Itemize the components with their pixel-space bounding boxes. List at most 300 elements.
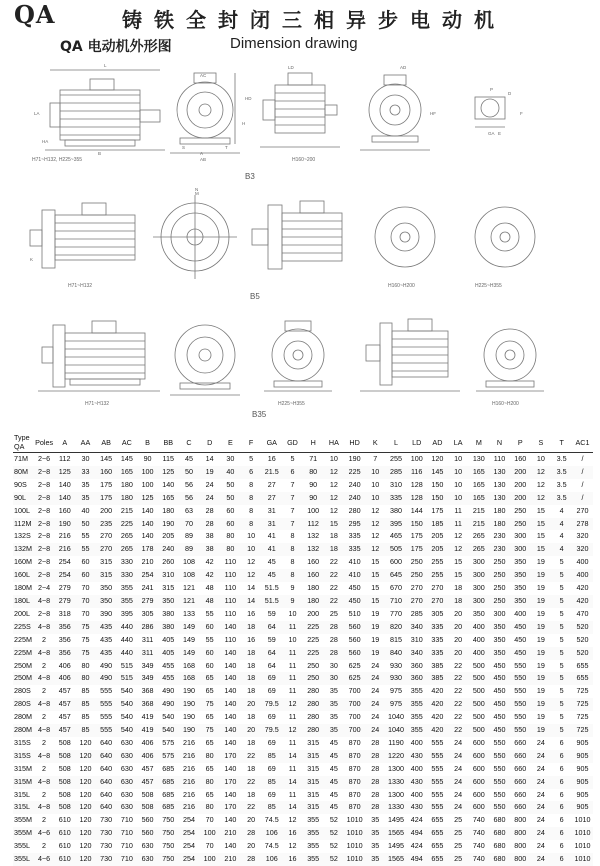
table-cell: 655	[427, 814, 448, 827]
table-cell: 730	[96, 840, 117, 853]
table-cell: 28	[365, 763, 386, 776]
table-cell: 2	[34, 685, 55, 698]
column-header: S	[531, 432, 552, 453]
table-cell: 200	[510, 479, 531, 492]
table-cell: 355	[406, 698, 427, 711]
table-cell: 270	[96, 543, 117, 556]
table-cell: 12	[531, 466, 552, 479]
table-cell: 180	[489, 518, 510, 531]
table-row	[13, 621, 593, 634]
table-cell: 15	[324, 518, 345, 531]
table-cell: 216	[54, 530, 75, 543]
table-cell: 240	[344, 479, 365, 492]
table-cell: 8	[241, 492, 262, 505]
table-cell: 730	[96, 827, 117, 840]
table-cell: 280M	[13, 724, 34, 737]
table-cell: 16	[241, 634, 262, 647]
table-cell: 508	[54, 789, 75, 802]
dimension-label: K	[30, 257, 33, 262]
table-cell: 60	[75, 556, 96, 569]
table-cell: 28	[365, 750, 386, 763]
table-cell: 60	[199, 647, 220, 660]
table-cell: 350	[96, 582, 117, 595]
table-cell: 45	[261, 569, 282, 582]
table-cell: 11	[448, 505, 469, 518]
table-cell: 4~8	[34, 776, 55, 789]
table-cell: 22	[448, 711, 469, 724]
table-cell: 625	[344, 660, 365, 673]
table-cell: 120	[75, 789, 96, 802]
table-cell: 19	[531, 608, 552, 621]
table-cell: 560	[344, 647, 365, 660]
table-cell: 555	[427, 763, 448, 776]
table-cell: 315	[303, 763, 324, 776]
table-cell: 6	[551, 853, 572, 866]
table-cell: 1495	[386, 814, 407, 827]
table-cell: 630	[137, 840, 158, 853]
table-cell: 655	[572, 672, 593, 685]
table-cell: 279	[54, 582, 75, 595]
table-cell: 20	[241, 724, 262, 737]
table-cell: /	[572, 492, 593, 505]
table-cell: 215	[468, 505, 489, 518]
table-cell: 640	[96, 737, 117, 750]
table-cell: 356	[54, 647, 75, 660]
table-cell: 8	[241, 505, 262, 518]
table-cell: 7	[282, 518, 303, 531]
table-cell: 120	[75, 763, 96, 776]
table-row	[13, 660, 593, 673]
table-cell: 265	[468, 530, 489, 543]
table-cell: 85	[75, 711, 96, 724]
table-cell: 85	[261, 801, 282, 814]
table-cell: 385	[427, 660, 448, 673]
table-cell: 457	[54, 685, 75, 698]
table-cell: 405	[158, 634, 179, 647]
table-cell: 350	[468, 608, 489, 621]
table-cell: 6	[551, 814, 572, 827]
table-cell: 4~8	[34, 647, 55, 660]
table-cell: 140	[220, 621, 241, 634]
table-cell: 80	[75, 672, 96, 685]
table-cell: 740	[468, 827, 489, 840]
table-cell: 6	[282, 466, 303, 479]
table-cell: 80	[199, 750, 220, 763]
table-cell: 90S	[13, 479, 34, 492]
table-cell: 120	[75, 801, 96, 814]
column-header: HA	[324, 432, 345, 453]
table-cell: 55	[199, 608, 220, 621]
table-cell: 22	[324, 582, 345, 595]
table-cell: 840	[386, 647, 407, 660]
table-cell: 550	[510, 698, 531, 711]
table-cell: 320	[572, 530, 593, 543]
table-cell: 670	[386, 582, 407, 595]
table-cell: 140	[54, 479, 75, 492]
table-cell: 660	[510, 763, 531, 776]
table-cell: 60	[220, 505, 241, 518]
table-cell: 700	[344, 685, 365, 698]
table-cell: 4~6	[34, 827, 55, 840]
table-cell: 730	[96, 814, 117, 827]
table-cell: 20	[241, 814, 262, 827]
table-cell: 230	[489, 543, 510, 556]
table-cell: 540	[158, 724, 179, 737]
table-cell: 515	[117, 660, 138, 673]
table-cell: 680	[489, 840, 510, 853]
table-cell: 340	[406, 621, 427, 634]
table-cell: 11	[282, 737, 303, 750]
table-cell: 160	[510, 453, 531, 466]
table-cell: 30	[75, 453, 96, 466]
table-cell: 30	[220, 453, 241, 466]
table-cell: 610	[54, 853, 75, 866]
table-cell: 35	[75, 479, 96, 492]
table-cell: 4	[551, 518, 572, 531]
table-cell: 38	[199, 543, 220, 556]
table-cell: 45	[324, 789, 345, 802]
table-cell: 55	[75, 543, 96, 556]
table-cell: 7	[282, 505, 303, 518]
table-cell: 5	[551, 634, 572, 647]
table-cell: 1330	[386, 801, 407, 814]
table-cell: 28	[241, 827, 262, 840]
table-cell: 24	[199, 492, 220, 505]
table-cell: 610	[54, 840, 75, 853]
table-cell: 250	[303, 672, 324, 685]
table-cell: 175	[406, 543, 427, 556]
table-cell: 56	[179, 479, 200, 492]
table-cell: 540	[117, 724, 138, 737]
table-cell: 300	[468, 556, 489, 569]
table-cell: 120	[75, 840, 96, 853]
table-cell: 115	[158, 453, 179, 466]
table-cell: 550	[489, 763, 510, 776]
table-cell: 870	[344, 789, 365, 802]
table-cell: 255	[386, 453, 407, 466]
table-cell: 35	[365, 840, 386, 853]
table-cell: 25	[448, 853, 469, 866]
table-cell: 200L	[13, 608, 34, 621]
table-cell: 500	[468, 711, 489, 724]
b35-end-view-3	[476, 329, 544, 391]
table-cell: 64	[261, 647, 282, 660]
dimension-label: LD	[288, 65, 295, 70]
table-cell: 225S	[13, 621, 34, 634]
table-cell: 216	[179, 750, 200, 763]
table-cell: 279	[54, 595, 75, 608]
table-cell: 112	[303, 518, 324, 531]
table-cell: 140	[220, 685, 241, 698]
table-row	[13, 750, 593, 763]
table-cell: 14	[199, 453, 220, 466]
table-cell: 20	[448, 647, 469, 660]
table-cell: 110	[220, 634, 241, 647]
table-cell: 20	[241, 840, 262, 853]
table-cell: 368	[137, 685, 158, 698]
table-cell: 24	[531, 763, 552, 776]
table-cell: 255	[427, 569, 448, 582]
table-cell: 2	[34, 660, 55, 673]
b35-end-view	[170, 325, 240, 395]
table-cell: 630	[117, 763, 138, 776]
table-cell: 170	[220, 776, 241, 789]
table-row	[13, 827, 593, 840]
table-cell: 165	[468, 479, 489, 492]
table-cell: 4	[551, 505, 572, 518]
table-cell: 11	[282, 685, 303, 698]
table-cell: 51.5	[261, 582, 282, 595]
table-cell: 730	[96, 853, 117, 866]
table-cell: 280	[344, 505, 365, 518]
b3-side-view	[45, 70, 165, 150]
table-cell: 318	[54, 608, 75, 621]
b35-note-right: H160~H200	[492, 401, 519, 407]
table-cell: 515	[117, 672, 138, 685]
table-cell: 450	[344, 582, 365, 595]
table-cell: 100	[199, 853, 220, 866]
dimension-label: AD	[400, 65, 407, 70]
table-cell: 300	[510, 530, 531, 543]
table-cell: 90L	[13, 492, 34, 505]
table-cell: 42	[199, 569, 220, 582]
table-cell: 9	[282, 595, 303, 608]
table-cell: 15	[365, 569, 386, 582]
table-cell: 311	[137, 647, 158, 660]
table-cell: 60	[220, 518, 241, 531]
table-cell: 710	[117, 840, 138, 853]
dimension-label: B	[98, 151, 101, 156]
table-cell: 165	[468, 466, 489, 479]
table-cell: 51.5	[261, 595, 282, 608]
table-cell: 5	[551, 660, 572, 673]
table-cell: 315	[303, 750, 324, 763]
table-cell: 315	[303, 776, 324, 789]
table-cell: 90	[303, 479, 324, 492]
table-cell: 140	[220, 763, 241, 776]
column-header: AC1	[572, 432, 593, 453]
table-cell: 15	[531, 543, 552, 556]
table-cell: 215	[468, 518, 489, 531]
table-cell: 140	[158, 479, 179, 492]
table-cell: 575	[158, 750, 179, 763]
table-cell: 128	[406, 492, 427, 505]
table-cell: 20	[241, 698, 262, 711]
table-cell: 18	[241, 763, 262, 776]
table-cell: 310	[158, 569, 179, 582]
table-cell: 508	[54, 750, 75, 763]
table-cell: 10	[282, 634, 303, 647]
table-cell: 350	[510, 556, 531, 569]
table-cell: 335	[427, 634, 448, 647]
table-cell: 12	[448, 543, 469, 556]
column-header: T	[551, 432, 572, 453]
table-cell: 65	[199, 685, 220, 698]
table-cell: 15	[365, 556, 386, 569]
table-cell: 5	[241, 453, 262, 466]
table-cell: 14	[241, 595, 262, 608]
table-cell: 24	[365, 672, 386, 685]
table-cell: 660	[510, 801, 531, 814]
table-cell: 28	[324, 634, 345, 647]
table-cell: 19	[531, 698, 552, 711]
table-cell: 250	[303, 660, 324, 673]
table-cell: 270	[406, 582, 427, 595]
column-header: D	[199, 432, 220, 453]
table-cell: 19	[531, 672, 552, 685]
table-cell: 22	[324, 556, 345, 569]
table-cell: 190	[158, 518, 179, 531]
table-cell: 254	[54, 556, 75, 569]
table-cell: 508	[54, 737, 75, 750]
table-cell: 185	[427, 518, 448, 531]
table-cell: 18	[324, 530, 345, 543]
table-cell: 3.5	[551, 492, 572, 505]
b3-end-view	[170, 73, 240, 153]
table-cell: 700	[344, 724, 365, 737]
table-cell: 80M	[13, 466, 34, 479]
table-cell: 235	[96, 518, 117, 531]
table-cell: 69	[261, 685, 282, 698]
table-cell: 71	[303, 453, 324, 466]
table-cell: 355	[303, 814, 324, 827]
table-cell: 121	[179, 595, 200, 608]
table-cell: 550	[489, 776, 510, 789]
table-cell: 15	[531, 518, 552, 531]
table-cell: 450	[489, 660, 510, 673]
table-cell: 19	[531, 634, 552, 647]
table-cell: 265	[117, 530, 138, 543]
table-cell: 8	[282, 530, 303, 543]
table-cell: 120	[75, 776, 96, 789]
table-cell: 630	[137, 853, 158, 866]
table-cell: 125	[137, 492, 158, 505]
table-cell: 300	[468, 569, 489, 582]
table-cell: 112	[54, 453, 75, 466]
table-cell: 725	[572, 711, 593, 724]
table-row	[13, 582, 593, 595]
table-cell: 80	[303, 466, 324, 479]
table-cell: 22	[241, 801, 262, 814]
table-cell: 1010	[572, 814, 593, 827]
table-cell: 2~8	[34, 518, 55, 531]
table-cell: 85	[75, 685, 96, 698]
table-cell: 41	[261, 530, 282, 543]
table-cell: 625	[344, 672, 365, 685]
table-cell: 10	[365, 466, 386, 479]
table-row	[13, 634, 593, 647]
table-cell: 800	[510, 840, 531, 853]
table-cell: 420	[427, 711, 448, 724]
b5-note-mid: H160~H200	[388, 283, 415, 289]
table-cell: 355	[117, 582, 138, 595]
table-cell: 870	[344, 737, 365, 750]
table-cell: 79.5	[261, 724, 282, 737]
table-cell: 300	[468, 595, 489, 608]
table-cell: 315L	[13, 789, 34, 802]
table-cell: 190	[179, 711, 200, 724]
table-cell: 360	[406, 672, 427, 685]
table-cell: 457	[54, 711, 75, 724]
table-cell: 225	[117, 518, 138, 531]
table-cell: /	[572, 466, 593, 479]
table-cell: 255	[427, 556, 448, 569]
table-cell: 385	[427, 672, 448, 685]
table-cell: 24	[365, 711, 386, 724]
table-cell: 140	[220, 724, 241, 737]
table-cell: 400	[510, 608, 531, 621]
table-cell: 400	[468, 634, 489, 647]
table-cell: 149	[179, 647, 200, 660]
table-cell: 555	[96, 724, 117, 737]
table-cell: 250	[510, 505, 531, 518]
table-cell: 540	[117, 711, 138, 724]
table-cell: 18	[241, 672, 262, 685]
table-cell: /	[572, 479, 593, 492]
table-cell: 630	[117, 750, 138, 763]
table-cell: 315S	[13, 737, 34, 750]
table-cell: 725	[572, 685, 593, 698]
table-cell: 180	[117, 492, 138, 505]
table-cell: 930	[386, 672, 407, 685]
table-cell: 56	[179, 492, 200, 505]
table-cell: 550	[510, 660, 531, 673]
table-cell: 820	[386, 621, 407, 634]
table-cell: 52	[324, 840, 345, 853]
table-cell: 180	[303, 582, 324, 595]
table-cell: 28	[365, 789, 386, 802]
table-cell: 420	[427, 685, 448, 698]
b5-note-left: H71~H132	[68, 283, 92, 289]
table-cell: 10	[324, 453, 345, 466]
table-cell: 48	[199, 582, 220, 595]
table-cell: 2~8	[34, 556, 55, 569]
table-row	[13, 789, 593, 802]
table-cell: 685	[158, 789, 179, 802]
table-cell: 685	[158, 776, 179, 789]
table-cell: 175	[406, 530, 427, 543]
column-header: BB	[158, 432, 179, 453]
table-cell: 149	[179, 634, 200, 647]
table-cell: 815	[386, 634, 407, 647]
column-header: P	[510, 432, 531, 453]
table-cell: 355L	[13, 853, 34, 866]
table-cell: 225	[303, 647, 324, 660]
table-cell: 60	[199, 621, 220, 634]
table-cell: 315	[158, 582, 179, 595]
table-cell: 12	[241, 556, 262, 569]
table-cell: 180L	[13, 595, 34, 608]
table-cell: 110	[220, 582, 241, 595]
table-row	[13, 724, 593, 737]
table-cell: 330	[117, 569, 138, 582]
table-cell: 216	[179, 789, 200, 802]
table-cell: 419	[137, 724, 158, 737]
b3-label: B3	[245, 172, 255, 181]
table-cell: 24	[531, 827, 552, 840]
table-cell: 55	[199, 634, 220, 647]
table-cell: 335	[344, 543, 365, 556]
table-cell: 450	[489, 698, 510, 711]
table-cell: 110	[489, 453, 510, 466]
table-cell: 494	[406, 853, 427, 866]
table-cell: 19	[531, 556, 552, 569]
table-cell: 610	[54, 814, 75, 827]
subtitle-english: Dimension drawing	[230, 35, 358, 52]
table-cell: 470	[572, 608, 593, 621]
table-cell: 28	[324, 621, 345, 634]
table-cell: 70	[199, 840, 220, 853]
